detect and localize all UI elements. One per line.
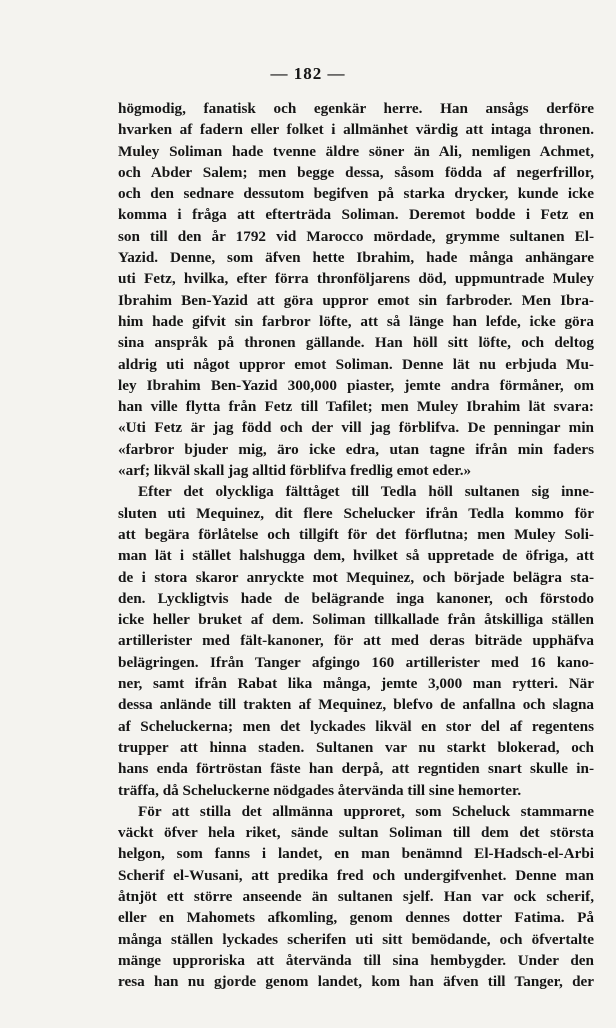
- text-line: många ställen lyckades scherifen uti sitt bemödande, och öfvertalte: [118, 930, 594, 948]
- text-line: mänge upproriska att återvända till sina hembygder. Under den: [118, 951, 594, 969]
- text-line: helgon, som fanns i landet, en man benämnd El-Hadsch-el-Arbi: [118, 845, 594, 863]
- text-line: åtnjöt ett större anseende än sultanen sjelf. Han var ock scherif,: [118, 887, 594, 905]
- page-number-header: — 182 —: [270, 64, 346, 83]
- text-line: väckt öfver hela riket, sände sultan Soliman till dem det största: [118, 824, 594, 842]
- text-line: sina anspråk på thronen gällande. Han höll sitt löfte, och deltog: [118, 334, 594, 352]
- text-line: träffa, då Scheluckerne nödgades återvända till sine hemorter.: [118, 781, 522, 799]
- text-line: aldrig uti något uppror emot Soliman. Denne lät nu erbjuda Mu-: [118, 355, 594, 373]
- text-line: son till den år 1792 vid Marocco mördade, grymme sultanen El-: [118, 227, 594, 245]
- text-line: icke heller bruket af dem. Soliman tillkallade från åtskilliga ställen: [118, 611, 594, 629]
- text-line: Yazid. Denne, som äfven hette Ibrahim, hade många anhängare: [118, 249, 594, 267]
- text-line: sluten uti Mequinez, dit flere Schelucker ifrån Tedla kommo för: [118, 504, 594, 522]
- text-line: «arf; likväl skall jag alltid förblifva fredlig emot eder.»: [118, 462, 472, 480]
- text-line: «farbror bjuder mig, äro icke edra, utan tagne ifrån min faders: [118, 440, 594, 458]
- text-line: ner, samt ifrån Rabat lika många, jemte 3,000 man rytteri. När: [118, 675, 594, 693]
- text-line: de i stora skaror anryckte mot Mequinez, och började belägra sta-: [118, 568, 594, 586]
- text-line: him hade gifvit sin farbror löfte, att så länge han lefde, icke göra: [118, 312, 594, 330]
- text-line: att begära förlåtelse och tillgift för det förflutna; men Muley Soli-: [118, 525, 594, 543]
- text-line: och Abder Salem; men begge dessa, såsom födda af negerfrillor,: [118, 163, 594, 181]
- text-line: Scherif el-Wusani, att predika fred och undergifvenhet. Denne man: [118, 866, 594, 884]
- text-line: artillerister med fält-kanoner, för att med deras biträde upphäfva: [118, 632, 594, 650]
- text-line: han ville flytta från Fetz till Tafilet; men Muley Ibrahim lät svara:: [118, 398, 594, 416]
- text-line: Ibrahim Ben-Yazid att göra uppror emot sin farbroder. Men Ibra-: [118, 291, 594, 309]
- text-line: man lät i stället halshugga dem, hvilket så uppretade de öfriga, att: [118, 547, 594, 565]
- text-line: «Uti Fetz är jag född och der vill jag förblifva. De penningar min: [118, 419, 594, 437]
- text-line: och den sednare dessutom begifven på starka drycker, kunde icke: [118, 185, 594, 203]
- text-line: af Scheluckerna; men det lyckades likväl en stor del af regentens: [118, 717, 594, 735]
- text-line: hans enda förtröstan fäste han derpå, att regntiden snart skulle in-: [118, 760, 594, 778]
- text-line: belägringen. Ifrån Tanger afgingo 160 artillerister med 16 kano-: [118, 653, 594, 671]
- text-line: Muley Soliman hade tvenne äldre söner än Ali, nemligen Achmet,: [118, 142, 594, 160]
- text-line: ley Ibrahim Ben-Yazid 300,000 piaster, jemte andra förmåner, om: [118, 376, 594, 394]
- text-line: dessa anlände till trakten af Mequinez, blefvo de anfallna och slagna: [118, 696, 594, 714]
- text-line: högmodig, fanatisk och egenkär herre. Han ansågs derföre: [118, 100, 594, 117]
- text-line: den. Lyckligtvis hade de belägrande inga kanoner, och förstodo: [118, 589, 594, 607]
- text-line: För att stilla det allmänna upproret, som Scheluck stammarne: [138, 802, 594, 820]
- text-line: resa han nu gjorde genom landet, kom han äfven till Tanger, der: [118, 973, 594, 991]
- text-line: eller en Mahomets afkomling, genom dennes dotter Fatima. På: [118, 909, 594, 927]
- text-line: trupper att hinna staden. Sultanen var nu starkt blokerad, och: [118, 738, 594, 756]
- text-line: hvarken af fadern eller folket i allmänhet värdig att intaga thronen.: [118, 121, 594, 139]
- body-text: [118, 98, 594, 992]
- text-line: Efter det olyckliga fälttåget till Tedla höll sultanen sig inne-: [138, 483, 594, 501]
- text-line: uti Fetz, hvilka, efter förra thronföljarens död, uppmuntrade Muley: [118, 270, 594, 288]
- text-line: komma i fråga att efterträda Soliman. Deremot bodde i Fetz en: [118, 206, 594, 224]
